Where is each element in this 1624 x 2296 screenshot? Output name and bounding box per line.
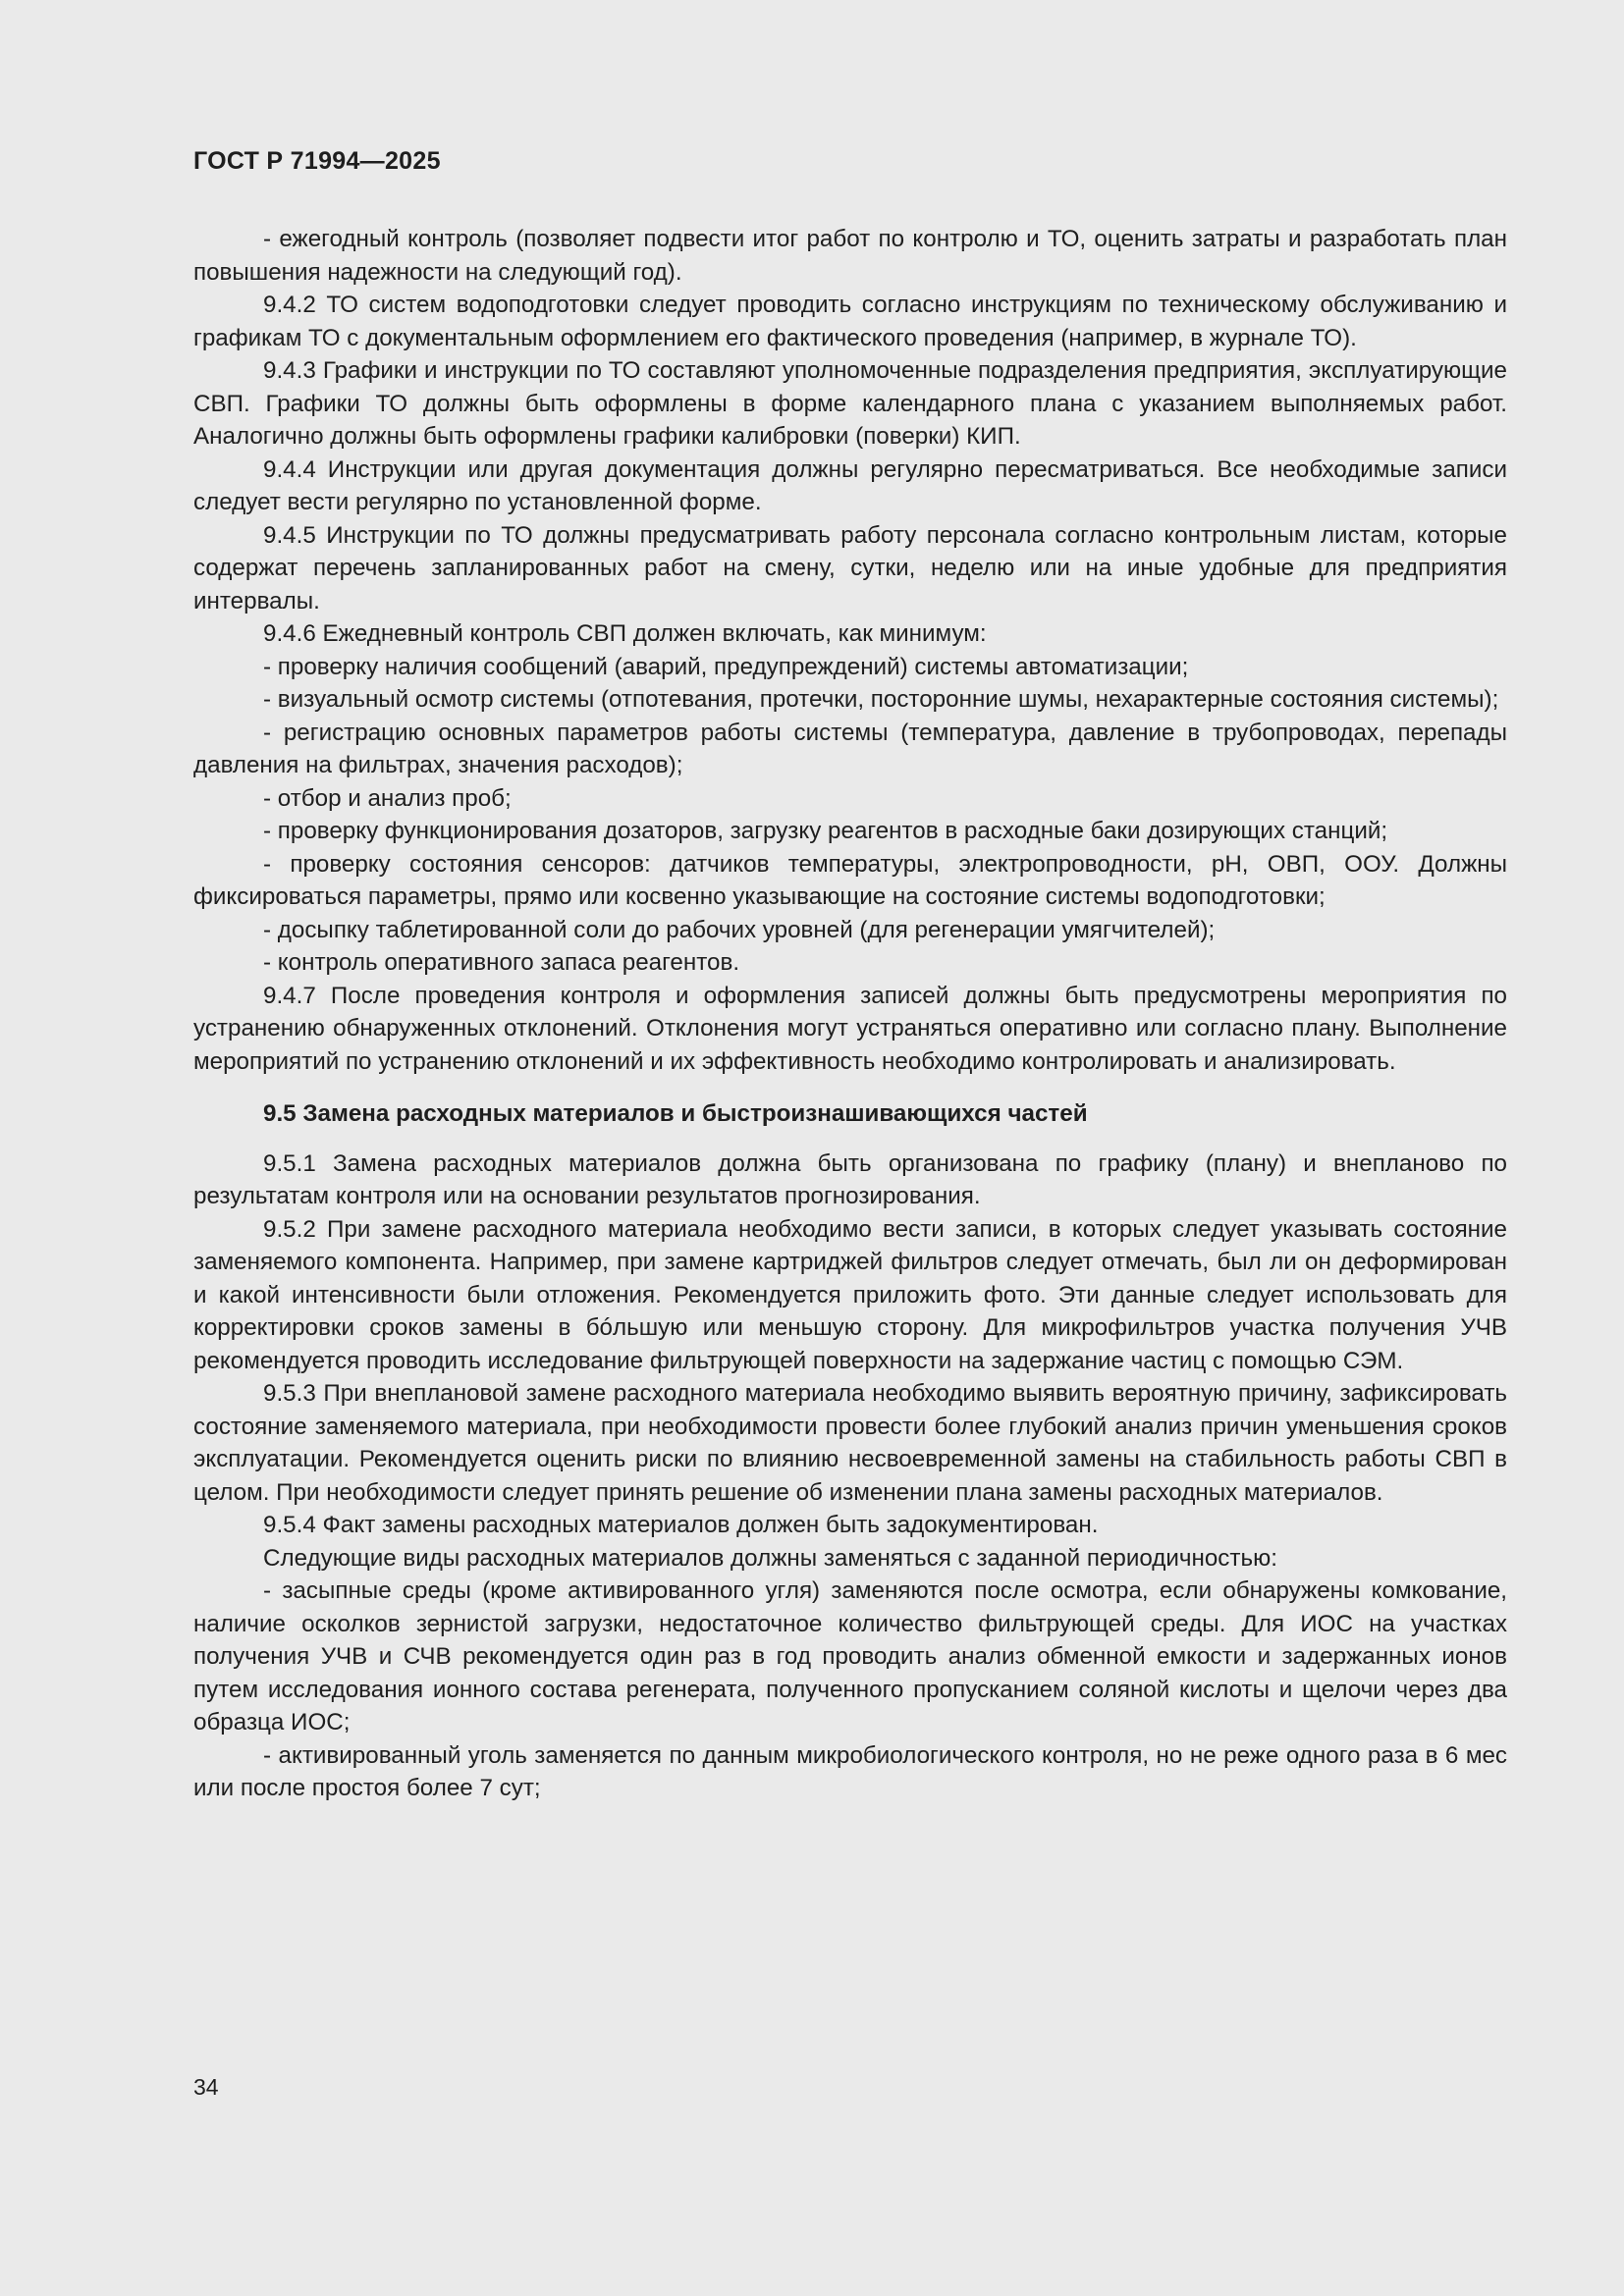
list-item: - отбор и анализ проб; xyxy=(263,784,512,812)
paragraph-9-5-4: 9.5.4 Факт замены расходных материалов должен быть задокументирован. xyxy=(263,1512,1099,1538)
list-item: - засыпные среды (кроме активированного угля) заменяются после осмотра, если обнаружены комкование, наличие осколков зернистой загрузки, недостаточное количество фильтрующей среды. Для ИОС на участках получения УЧВ и СЧВ рекомендуется один раз в год проводить анализ обменной емкости и задержанных ионов путем исследования ионного состава регенерата, полученного пропусканием соляной кислоты и щелочи через два образца ИОС; xyxy=(193,1577,1507,1735)
list-item: - досыпку таблетированной соли до рабочих уровней (для регенерации умягчителей); xyxy=(263,916,1216,943)
document-code: ГОСТ Р 71994—2025 xyxy=(193,147,441,175)
list-item: - контроль оперативного запаса реагентов. xyxy=(263,949,740,976)
paragraph-9-5-3: 9.5.3 При внеплановой замене расходного материала необходимо выявить вероятную причину, зафиксировать состояние заменяемого материала, при необходимости провести более глубокий анализ причин уменьшения сроков эксплуатации. Рекомендуется оценить риски по влиянию несвоевременной замены на стабильность работы СВП в целом. При необходимости следует принять решение об изменении плана замены расходных материалов. xyxy=(193,1380,1507,1506)
list-item: - визуальный осмотр системы (отпотевания, протечки, посторонние шумы, нехарактерные состояния системы); xyxy=(263,686,1499,713)
paragraph-9-4-3: 9.4.3 Графики и инструкции по ТО составляют уполномоченные подразделения предприятия, эксплуатирующие СВП. Графики ТО должны быть оформлены в форме календарного плана с указанием выполняемых работ. Аналогично должны быть оформлены графики калибровки (поверки) КИП. xyxy=(193,357,1507,450)
section-heading-9-5: 9.5 Замена расходных материалов и быстроизнашивающихся частей xyxy=(263,1100,1088,1127)
list-item: - проверку наличия сообщений (аварий, предупреждений) системы автоматизации; xyxy=(263,653,1189,680)
paragraph-9-4-2: 9.4.2 ТО систем водоподготовки следует проводить согласно инструкциям по техническому обслуживанию и графикам ТО с документальным оформлением его фактического проведения (например, в журнале ТО). xyxy=(193,292,1507,351)
paragraph-9-4-7: 9.4.7 После проведения контроля и оформления записей должны быть предусмотрены мероприятия по устранению обнаруженных отклонений. Отклонения могут устраняться оперативно или согласно плану. Выполнение мероприятий по устранению отклонений и их эффективность необходимо контролировать и анализировать. xyxy=(193,982,1507,1075)
document-body xyxy=(193,223,1507,1805)
list-item: - проверку функционирования дозаторов, загрузку реагентов в расходные баки дозирующих станций; xyxy=(263,818,1388,844)
paragraph-9-5-2: 9.5.2 При замене расходного материала необходимо вести записи, в которых следует указывать состояние заменяемого компонента. Например, при замене картриджей фильтров следует отмечать, был ли он деформирован и какой интенсивности были отложения. Рекомендуется приложить фото. Эти данные следует использовать для корректировки сроков замены в бóльшую или меньшую сторону. Для микрофильтров участка получения УЧВ рекомендуется проводить исследование фильтрующей поверхности на задержание частиц с помощью СЭМ. xyxy=(193,1215,1507,1374)
paragraph-9-4-4: 9.4.4 Инструкции или другая документация должны регулярно пересматриваться. Все необходимые записи следует вести регулярно по установленной форме. xyxy=(193,455,1507,515)
paragraph-consumables-intro: Следующие виды расходных материалов должны заменяться с заданной периодичностью: xyxy=(263,1544,1277,1572)
list-item: - регистрацию основных параметров работы системы (температура, давление в трубопроводах, перепады давления на фильтрах, значения расходов); xyxy=(193,719,1507,778)
paragraph-annual-control: - ежегодный контроль (позволяет подвести итог работ по контролю и ТО, оценить затраты и разработать план повышения надежности на следующий год). xyxy=(193,226,1507,286)
paragraph-9-4-6: 9.4.6 Ежедневный контроль СВП должен включать, как минимум: xyxy=(263,620,987,647)
paragraph-9-4-5: 9.4.5 Инструкции по ТО должны предусматривать работу персонала согласно контрольным листам, которые содержат перечень запланированных работ на смену, сутки, неделю или на иные удобные для предприятия интервалы. xyxy=(193,521,1507,614)
list-item: - активированный уголь заменяется по данным микробиологического контроля, но не реже одного раза в 6 мес или после простоя более 7 сут; xyxy=(193,1741,1507,1801)
list-item: - проверку состояния сенсоров: датчиков температуры, электропроводности, pH, ОВП, ООУ. Должны фиксироваться параметры, прямо или косвенно указывающие на состояние системы водоподготовки; xyxy=(193,850,1507,910)
paragraph-9-5-1: 9.5.1 Замена расходных материалов должна быть организована по графику (плану) и внепланово по результатам контроля или на основании результатов прогнозирования. xyxy=(193,1149,1507,1209)
page-number: 34 xyxy=(193,2074,219,2100)
